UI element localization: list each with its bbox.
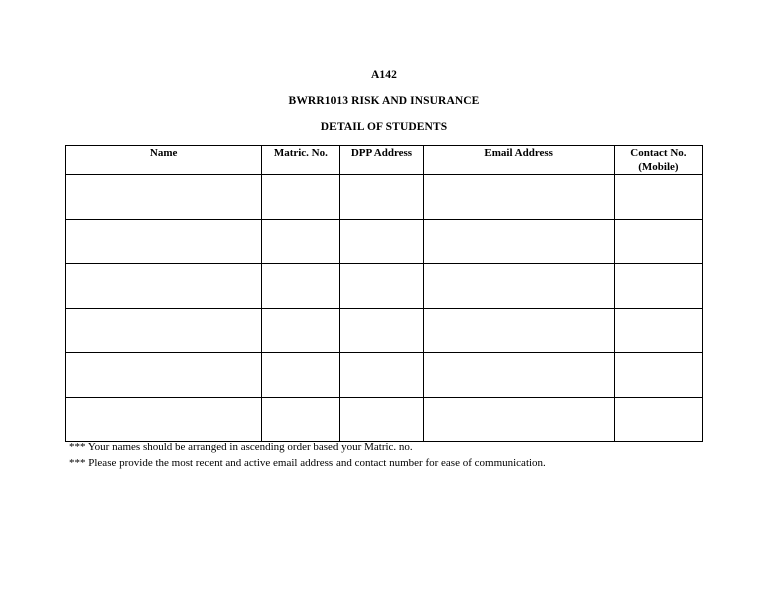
cell-matric-no[interactable] xyxy=(262,264,340,309)
column-header-contact-label: Contact No. xyxy=(630,147,687,159)
cell-email-address[interactable] xyxy=(423,264,614,309)
table-row xyxy=(66,219,703,264)
note-contact: *** Please provide the most recent and active email address and contact number for ease of communication. xyxy=(69,457,546,469)
form-code: A142 xyxy=(371,69,397,81)
column-header-contact-sublabel: (Mobile) xyxy=(638,161,679,173)
student-details-table xyxy=(65,145,703,442)
cell-name[interactable] xyxy=(66,308,262,353)
cell-dpp-address[interactable] xyxy=(340,219,423,264)
cell-contact-no[interactable] xyxy=(614,219,702,264)
cell-email-address[interactable] xyxy=(423,397,614,442)
note-ordering: *** Your names should be arranged in ascending order based your Matric. no. xyxy=(69,441,413,453)
column-header-matric-no: Matric. No. xyxy=(262,146,340,175)
table-header-row xyxy=(66,146,703,175)
table-row xyxy=(66,397,703,442)
cell-name[interactable] xyxy=(66,219,262,264)
table-row xyxy=(66,175,703,220)
course-title: BWRR1013 RISK AND INSURANCE xyxy=(288,95,480,107)
table-row xyxy=(66,264,703,309)
cell-matric-no[interactable] xyxy=(262,397,340,442)
cell-dpp-address[interactable] xyxy=(340,264,423,309)
cell-contact-no[interactable] xyxy=(614,397,702,442)
cell-name[interactable] xyxy=(66,175,262,220)
cell-email-address[interactable] xyxy=(423,308,614,353)
column-header-dpp-address: DPP Address xyxy=(340,146,423,175)
cell-email-address[interactable] xyxy=(423,219,614,264)
cell-contact-no[interactable] xyxy=(614,353,702,398)
page-title: DETAIL OF STUDENTS xyxy=(320,121,448,133)
cell-matric-no[interactable] xyxy=(262,353,340,398)
cell-matric-no[interactable] xyxy=(262,219,340,264)
cell-name[interactable] xyxy=(66,264,262,309)
column-header-name: Name xyxy=(66,146,262,175)
cell-name[interactable] xyxy=(66,353,262,398)
cell-dpp-address[interactable] xyxy=(340,397,423,442)
cell-dpp-address[interactable] xyxy=(340,308,423,353)
cell-contact-no[interactable] xyxy=(614,175,702,220)
column-header-contact-no xyxy=(614,146,702,175)
cell-matric-no[interactable] xyxy=(262,308,340,353)
cell-email-address[interactable] xyxy=(423,175,614,220)
cell-matric-no[interactable] xyxy=(262,175,340,220)
table-row xyxy=(66,308,703,353)
cell-contact-no[interactable] xyxy=(614,308,702,353)
column-header-email-address: Email Address xyxy=(423,146,614,175)
cell-dpp-address[interactable] xyxy=(340,353,423,398)
cell-contact-no[interactable] xyxy=(614,264,702,309)
cell-email-address[interactable] xyxy=(423,353,614,398)
table-body xyxy=(66,175,703,442)
cell-dpp-address[interactable] xyxy=(340,175,423,220)
table-row xyxy=(66,353,703,398)
cell-name[interactable] xyxy=(66,397,262,442)
